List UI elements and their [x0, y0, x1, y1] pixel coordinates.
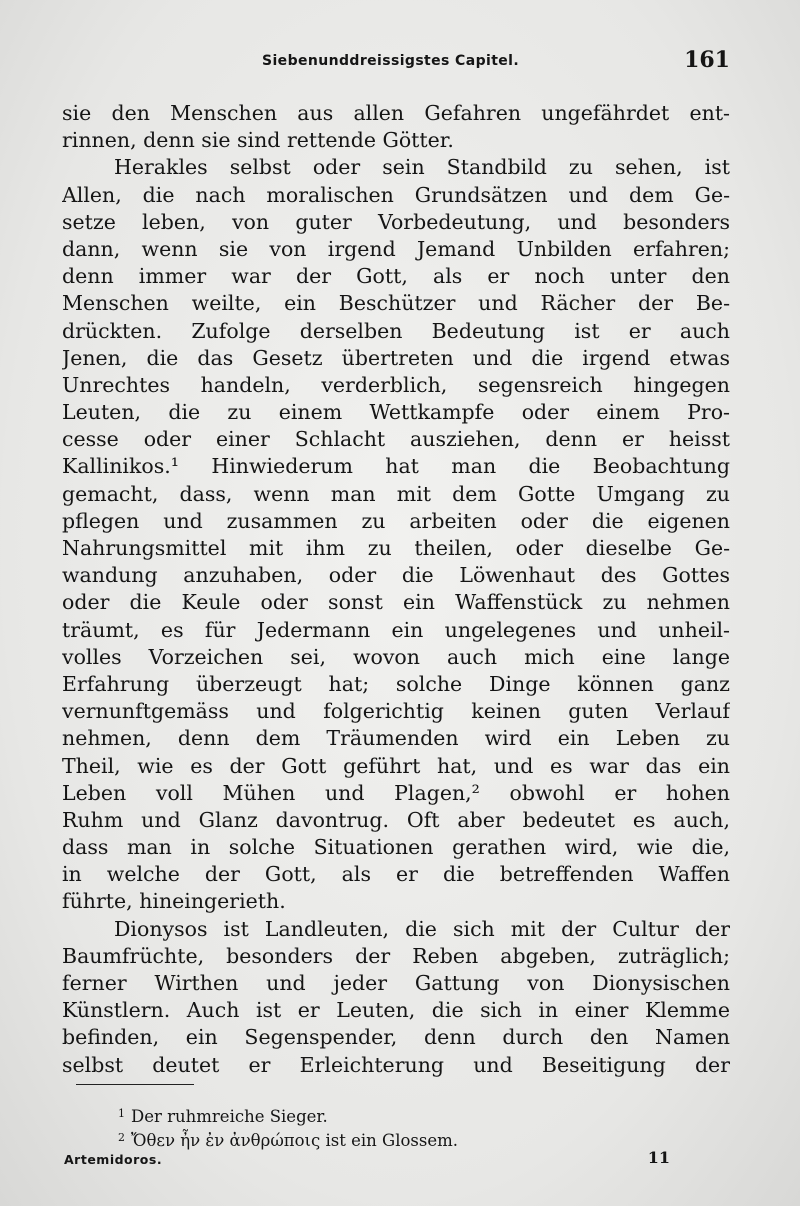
text-line: Jenen, die das Gesetz übertreten und die irgend etwas [62, 345, 730, 370]
text-line: Menschen weilte, ein Beschützer und Rächer der Be- [62, 291, 730, 316]
text-line: Leben voll Mühen und Plagen,² obwohl er hohen [62, 780, 730, 805]
text-line: selbst deutet er Erleichterung und Beseitigung der [62, 1052, 730, 1077]
text-line: Allen, die nach moralischen Grundsätzen und dem Ge- [62, 182, 730, 207]
text-line: Ruhm und Glanz davontrug. Oft aber bedeutet es auch, [62, 807, 730, 832]
text-line: gemacht, dass, wenn man mit dem Gotte Umgang zu [62, 481, 730, 506]
text-line: Kallinikos.¹ Hinwiederum hat man die Beobachtung [62, 454, 730, 479]
text-line: Nahrungsmittel mit ihm zu theilen, oder dieselbe Ge- [62, 536, 730, 560]
text-line: dann, wenn sie von irgend Jemand Unbilden erfahren; [62, 236, 730, 261]
footnote-text: Ὄθεν ἦν ἐν ἀνθρώποις ist ein Glossem. [131, 1131, 459, 1150]
footnote-text: Der ruhmreiche Sieger. [131, 1107, 328, 1126]
text-line: pflegen und zusammen zu arbeiten oder die eigenen [62, 508, 730, 533]
body-text [62, 100, 730, 1079]
text-line: träumt, es für Jedermann ein ungelegenes und unheil- [62, 617, 730, 642]
footnote [118, 1126, 738, 1150]
text-line: ferner Wirthen und jeder Gattung von Dionysischen [62, 971, 730, 995]
running-title: Siebenunddreissigstes Capitel. [262, 53, 520, 69]
text-line: in welche der Gott, als er die betreffenden Waffen [62, 862, 730, 887]
text-line: nehmen, denn dem Träumenden wird ein Leben zu [62, 726, 730, 751]
sheet-number: 11 [647, 1148, 670, 1167]
text-line: vernunftgemäss und folgerichtig keinen guten Verlauf [62, 699, 730, 724]
footnote-mark: 1 [118, 1107, 125, 1120]
text-line: sie den Menschen aus allen Gefahren ungefährdet ent- [62, 101, 730, 125]
text-line: Unrechtes handeln, verderblich, segensreich hingegen [62, 372, 730, 397]
text-line: Herakles selbst oder sein Standbild zu sehen, ist [114, 155, 730, 180]
page-number: 161 [684, 47, 730, 73]
text-line: Leuten, die zu einem Wettkampfe oder einem Pro- [62, 400, 730, 425]
printer-signature: Artemidoros. [64, 1152, 163, 1167]
text-line: Erfahrung überzeugt hat; solche Dinge können ganz [62, 671, 730, 696]
footnotes [118, 1102, 738, 1150]
text-line: denn immer war der Gott, als er noch unter den [62, 264, 730, 289]
text-line: oder die Keule oder sonst ein Waffenstück zu nehmen [62, 590, 730, 615]
text-line: setze leben, von guter Vorbedeutung, und besonders [62, 209, 730, 234]
footnote-mark: 2 [118, 1131, 125, 1144]
text-line: befinden, ein Segenspender, denn durch den Namen [62, 1025, 730, 1050]
text-line: Dionysos ist Landleuten, die sich mit der Cultur der [114, 916, 730, 941]
text-line: drückten. Zufolge derselben Bedeutung ist er auch [62, 318, 730, 343]
text-line: volles Vorzeichen sei, wovon auch mich eine lange [62, 644, 730, 669]
text-line: führte, hineingerieth. [62, 889, 286, 914]
footnote [118, 1102, 738, 1126]
text-line: Baumfrüchte, besonders der Reben abgeben, zuträglich; [62, 943, 730, 968]
text-line: Künstlern. Auch ist er Leuten, die sich in einer Klemme [62, 998, 730, 1023]
footnote-rule [76, 1084, 194, 1085]
page-header [62, 47, 730, 77]
text-line: dass man in solche Situationen gerathen wird, wie die, [62, 835, 730, 860]
text-line: wandung anzuhaben, oder die Löwenhaut des Gottes [62, 563, 730, 588]
text-line: Theil, wie es der Gott geführt hat, und es war das ein [62, 753, 730, 778]
text-line: rinnen, denn sie sind rettende Götter. [62, 128, 454, 153]
page-footer [64, 1148, 670, 1174]
text-line: cesse oder einer Schlacht ausziehen, denn er heisst [62, 427, 730, 452]
